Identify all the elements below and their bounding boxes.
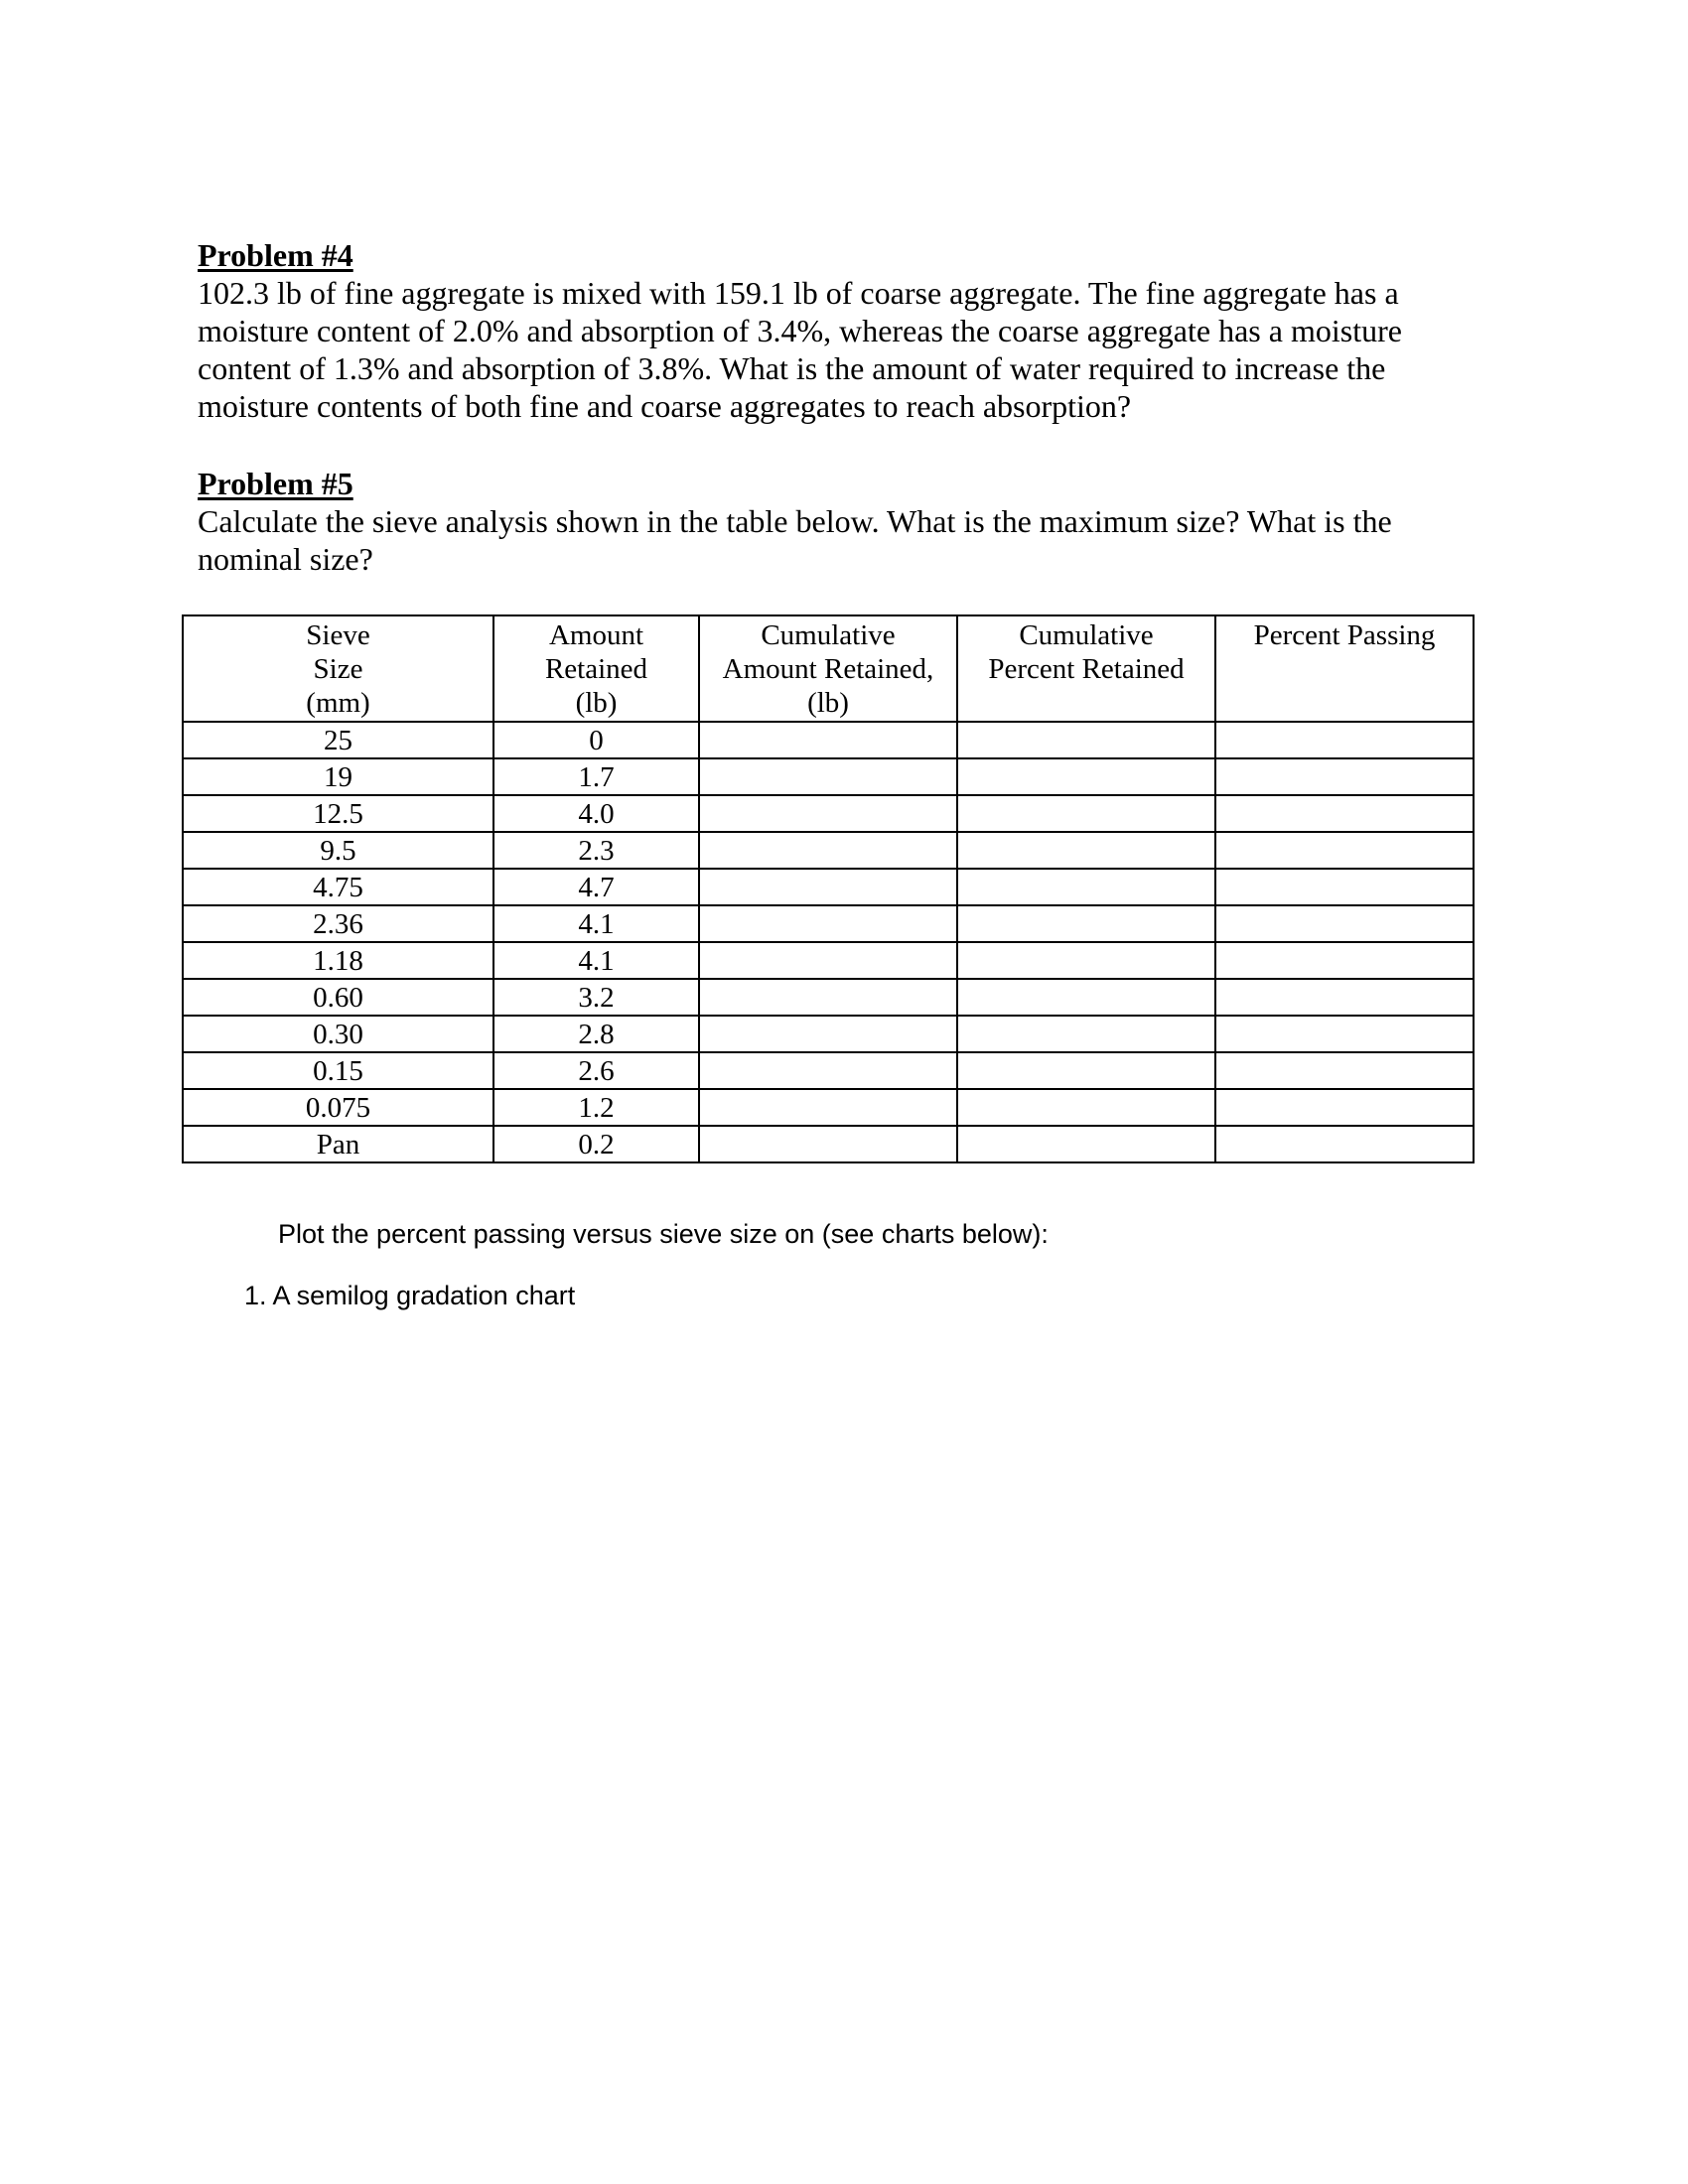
problem-4	[198, 236, 1488, 425]
cell-cumulative-amount-retained[interactable]	[699, 979, 957, 1016]
instruction-list-item	[244, 1278, 575, 1313]
cell-cumulative-amount-retained[interactable]	[699, 758, 957, 795]
problem-5-text	[198, 502, 1488, 578]
cell-sieve-size: 0.075	[183, 1089, 493, 1126]
cell-sieve-size: 1.18	[183, 942, 493, 979]
cell-sieve-size: 19	[183, 758, 493, 795]
cell-percent-passing[interactable]	[1215, 832, 1474, 869]
cell-cumulative-amount-retained[interactable]	[699, 795, 957, 832]
cell-cumulative-percent-retained[interactable]	[957, 942, 1215, 979]
table-row	[183, 795, 1474, 832]
cell-amount-retained: 2.8	[493, 1016, 699, 1052]
cell-sieve-size: 12.5	[183, 795, 493, 832]
cell-cumulative-percent-retained[interactable]	[957, 722, 1215, 758]
cell-amount-retained: 4.0	[493, 795, 699, 832]
cell-sieve-size: 4.75	[183, 869, 493, 905]
cell-amount-retained: 4.1	[493, 942, 699, 979]
cell-cumulative-amount-retained[interactable]	[699, 942, 957, 979]
cell-amount-retained: 1.2	[493, 1089, 699, 1126]
table-row	[183, 832, 1474, 869]
problem-4-text	[198, 274, 1488, 425]
header-sieve-size: Sieve Size (mm)	[183, 615, 493, 722]
table-row	[183, 942, 1474, 979]
cell-cumulative-amount-retained[interactable]	[699, 869, 957, 905]
list-item-text: A semilog gradation chart	[272, 1281, 576, 1310]
cell-amount-retained: 2.3	[493, 832, 699, 869]
problem-4-title: Problem #4	[198, 237, 353, 273]
cell-cumulative-percent-retained[interactable]	[957, 832, 1215, 869]
header-amount-retained: Amount Retained (lb)	[493, 615, 699, 722]
cell-cumulative-percent-retained[interactable]	[957, 979, 1215, 1016]
cell-cumulative-amount-retained[interactable]	[699, 1052, 957, 1089]
cell-amount-retained: 0	[493, 722, 699, 758]
cell-sieve-size: 2.36	[183, 905, 493, 942]
cell-percent-passing[interactable]	[1215, 1052, 1474, 1089]
problem-4-line: moisture contents of both fine and coarse aggregates to reach absorption?	[198, 388, 1132, 424]
cell-sieve-size: 0.60	[183, 979, 493, 1016]
table-row	[183, 1052, 1474, 1089]
cell-percent-passing[interactable]	[1215, 722, 1474, 758]
cell-percent-passing[interactable]	[1215, 1126, 1474, 1162]
cell-percent-passing[interactable]	[1215, 979, 1474, 1016]
header-cumulative-amount-retained: Cumulative Amount Retained, (lb)	[699, 615, 957, 722]
cell-cumulative-amount-retained[interactable]	[699, 1089, 957, 1126]
cell-sieve-size: 25	[183, 722, 493, 758]
table-row	[183, 758, 1474, 795]
cell-percent-passing[interactable]	[1215, 942, 1474, 979]
cell-amount-retained: 4.1	[493, 905, 699, 942]
cell-cumulative-percent-retained[interactable]	[957, 1052, 1215, 1089]
cell-cumulative-amount-retained[interactable]	[699, 832, 957, 869]
cell-sieve-size: Pan	[183, 1126, 493, 1162]
cell-amount-retained: 4.7	[493, 869, 699, 905]
table-row	[183, 905, 1474, 942]
cell-cumulative-percent-retained[interactable]	[957, 1126, 1215, 1162]
cell-percent-passing[interactable]	[1215, 758, 1474, 795]
cell-sieve-size: 0.15	[183, 1052, 493, 1089]
cell-percent-passing[interactable]	[1215, 1089, 1474, 1126]
table-row	[183, 1016, 1474, 1052]
cell-cumulative-percent-retained[interactable]	[957, 869, 1215, 905]
cell-sieve-size: 0.30	[183, 1016, 493, 1052]
table-row	[183, 1089, 1474, 1126]
list-item-number: 1.	[244, 1281, 267, 1310]
cell-cumulative-percent-retained[interactable]	[957, 1089, 1215, 1126]
cell-cumulative-amount-retained[interactable]	[699, 905, 957, 942]
cell-cumulative-percent-retained[interactable]	[957, 905, 1215, 942]
cell-cumulative-percent-retained[interactable]	[957, 758, 1215, 795]
cell-sieve-size: 9.5	[183, 832, 493, 869]
problem-5-line: nominal size?	[198, 541, 373, 577]
header-cumulative-percent-retained: Cumulative Percent Retained	[957, 615, 1215, 722]
table-body	[183, 722, 1474, 1162]
table-row	[183, 869, 1474, 905]
problem-5-title: Problem #5	[198, 466, 353, 501]
cell-cumulative-percent-retained[interactable]	[957, 1016, 1215, 1052]
cell-amount-retained: 3.2	[493, 979, 699, 1016]
table-row	[183, 1126, 1474, 1162]
cell-percent-passing[interactable]	[1215, 1016, 1474, 1052]
cell-amount-retained: 0.2	[493, 1126, 699, 1162]
cell-amount-retained: 1.7	[493, 758, 699, 795]
table-row	[183, 979, 1474, 1016]
cell-cumulative-amount-retained[interactable]	[699, 1126, 957, 1162]
header-percent-passing: Percent Passing	[1215, 615, 1474, 722]
cell-amount-retained: 2.6	[493, 1052, 699, 1089]
sieve-analysis-table	[182, 614, 1475, 1163]
cell-percent-passing[interactable]	[1215, 795, 1474, 832]
problem-4-line: 102.3 lb of fine aggregate is mixed with 159.1 lb of coarse aggregate. The fine aggregate has a	[198, 275, 1399, 311]
cell-percent-passing[interactable]	[1215, 905, 1474, 942]
cell-percent-passing[interactable]	[1215, 869, 1474, 905]
table-header-row	[183, 615, 1474, 722]
problem-4-line: content of 1.3% and absorption of 3.8%. What is the amount of water required to increase the	[198, 350, 1386, 386]
cell-cumulative-amount-retained[interactable]	[699, 722, 957, 758]
plot-instructions: Plot the percent passing versus sieve size on (see charts below):	[278, 1219, 1049, 1249]
table-row	[183, 722, 1474, 758]
problem-5-line: Calculate the sieve analysis shown in the table below. What is the maximum size? What is the	[198, 503, 1392, 539]
cell-cumulative-percent-retained[interactable]	[957, 795, 1215, 832]
problem-4-line: moisture content of 2.0% and absorption of 3.4%, whereas the coarse aggregate has a moisture	[198, 313, 1402, 348]
cell-cumulative-amount-retained[interactable]	[699, 1016, 957, 1052]
problem-5	[198, 465, 1488, 578]
